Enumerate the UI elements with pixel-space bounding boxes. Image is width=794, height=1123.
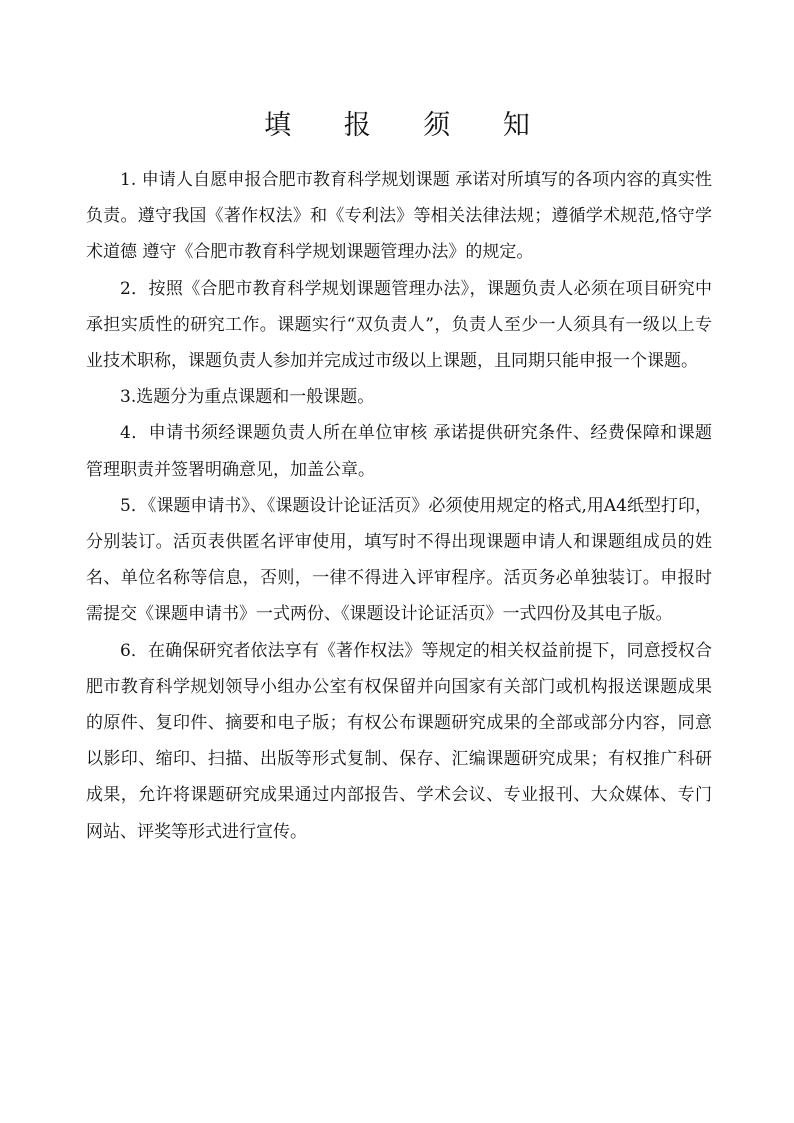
page-title: 填 报 须 知	[264, 110, 552, 141]
instruction-paragraph-2: 2．按照《合肥市教育科学规划课题管理办法》，课题负责人必须在项目研究中承担实质性的研究工作。课题实行“双负责人”，负责人至少一人须具有一级以上专业技术职称，课题负责人参加并完成过市级以上课题，且同期只能申报一个课题。	[86, 278, 712, 372]
instructions-body	[86, 162, 712, 850]
instruction-paragraph-4: 4．申请书须经课题负责人所在单位审核 承诺提供研究条件、经费保障和课题管理职责并签署明确意见，加盖公章。	[86, 423, 712, 480]
instruction-paragraph-5: 5．《课题申请书》、《课题设计论证活页》必须使用规定的格式,用A4纸型打印，分别装订。活页表供匿名评审使用，填写时不得出现课题申请人和课题组成员的姓名、单位名称等信息，否则，一律不得进入评审程序。活页务必单独装订。申报时需提交《课题申请书》一式两份、《课题设计论证活页》一式四份及其电子版。	[86, 495, 712, 625]
instruction-paragraph-3: 3.选题分为重点课题和一般课题。	[120, 387, 375, 408]
instruction-paragraph-1: 1. 申请人自愿申报合肥市教育科学规划课题 承诺对所填写的各项内容的真实性负责。遵守我国《著作权法》和《专利法》等相关法律法规；遵循学术规范,恪守学术道德 遵守《合肥市教育科学规划课题管理办法》的规定。	[86, 170, 712, 263]
instruction-paragraph-6: 6．在确保研究者依法享有《著作权法》等规定的相关权益前提下，同意授权合肥市教育科学规划领导小组办公室有权保留并向国家有关部门或机构报送课题成果的原件、复印件、摘要和电子版；有权公布课题研究成果的全部或部分内容，同意以影印、缩印、扫描、出版等形式复制、保存、汇编课题研究成果；有权推广科研成果，允许将课题研究成果通过内部报告、学术会议、专业报刊、大众媒体、专门网站、评奖等形式进行宣传。	[86, 640, 712, 842]
